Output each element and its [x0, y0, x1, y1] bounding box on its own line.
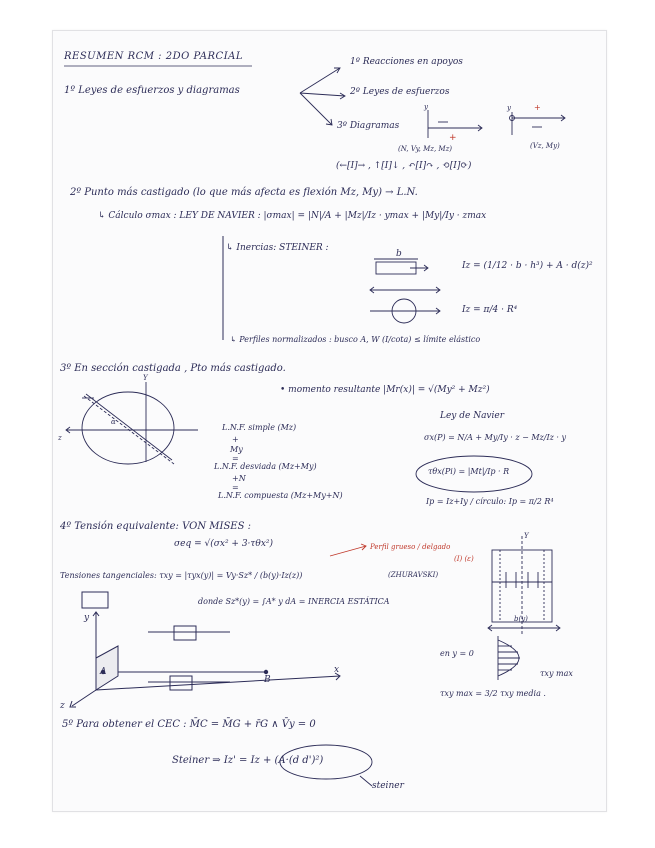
point-a: A	[100, 667, 107, 677]
navier-formula: σx(P) = N/A + My/Iy · z − Mz/Iz · y	[424, 433, 566, 442]
svg-text:+: +	[449, 133, 457, 143]
svg-text:Y: Y	[524, 532, 529, 540]
width-by-label: b(y)	[514, 615, 528, 623]
static-inertia-formula: donde Sz*(y) = ∫A* y dA = INERCIA ESTÁTICA	[198, 597, 390, 606]
polar-inertia: Ip = Iz+Iy / círculo: Ip = π/2 R⁴	[426, 497, 554, 506]
torsion-formula: τθx(Pi) = |Mt|/Ip · R	[428, 467, 510, 476]
axis-y-3d: y	[84, 613, 90, 623]
lnf-eq1: =	[232, 454, 239, 463]
branch-reacciones: 1º Reacciones en apoyos	[350, 57, 463, 67]
resultant-moment: • momento resultante |Mr(x)| = √(My² + Mz²)	[280, 385, 490, 395]
steiner-rect-formula: Iz = (1/12 · b · h³) + A · d(z)²	[462, 261, 593, 271]
von-mises-formula: σeq = √(σx² + 3·τθx²)	[174, 539, 274, 549]
axis-z-3d: z	[60, 701, 65, 711]
point-b: B	[264, 675, 271, 685]
svg-text:y: y	[424, 103, 428, 111]
inertias-steiner: ↳ Inercias: STEINER :	[226, 243, 329, 253]
shear-stress-formula: Tensiones tangenciales: τxy = |τyx(y)| = Vy·Sz* / (b(y)·Iz(z))	[60, 571, 303, 580]
circle-inertia-formula: Iz = π/4 · R⁴	[462, 305, 518, 315]
lnf-compuesta: L.N.F. compuesta (Mz+My+N)	[218, 491, 343, 500]
tau-max-media: τxy max = 3/2 τxy media .	[440, 689, 546, 698]
alpha-angle: α	[111, 418, 116, 426]
sigma-max-line: ↳ Cálculo σmax : LEY DE NAVIER : |σmax| = |N|/A + |Mz|/Iz · ymax + |My|/Iy · zmax	[98, 211, 487, 221]
lnf-plus-n: +N	[232, 474, 246, 483]
rect-width-label: b	[396, 249, 402, 259]
sign-conventions: (←[I]→ , ↑[I]↓ , ↶[I]↷ , ⟲[I]⟳)	[336, 161, 472, 171]
perfil-grueso-delgado: Perfil grueso / delgado	[370, 543, 451, 551]
lnf-my: My	[230, 445, 243, 454]
svg-text:y: y	[507, 104, 511, 112]
navier-title: Ley de Navier	[440, 411, 505, 421]
branch-leyes: 2º Leyes de esfuerzos	[350, 87, 450, 97]
tau-max-label: τxy max	[540, 669, 573, 678]
zhuravski-tag: (ZHURAVSKI)	[388, 571, 439, 579]
lnf-eq2: =	[232, 483, 239, 492]
lnf-desviada: L.N.F. desviada (Mz+My)	[214, 462, 317, 471]
branch-diagramas: 3º Diagramas	[337, 121, 400, 131]
svg-text:z: z	[58, 434, 62, 442]
page-title: RESUMEN RCM : 2DO PARCIAL	[64, 51, 244, 62]
sec1-heading: 1º Leyes de esfuerzos y diagramas	[64, 85, 240, 96]
normalized-profiles: ↳ Perfiles normalizados : busco A, W (I/cota) ≤ límite elástico	[230, 335, 481, 344]
axis-x-3d: x	[334, 665, 340, 675]
axes-label-b: (Vz, My)	[530, 142, 560, 150]
sec2-heading: 2º Punto más castigado (lo que más afecta es flexión Mz, My) → L.N.	[70, 187, 418, 198]
sec5-heading: 5º Para obtener el CEC : M̄C = M̄G + r̄G ∧ V̄y = 0	[62, 719, 316, 730]
svg-text:+: +	[534, 103, 541, 112]
steiner-formula: Steiner ⇒ Iz' = Iz + (A·(d d')²)	[172, 755, 324, 766]
axes-label-a: (N, Vy, Mz, Mz)	[398, 145, 452, 153]
lnf-plus: +	[232, 435, 239, 444]
svg-text:Y: Y	[143, 374, 148, 382]
at-y-zero: en y = 0	[440, 649, 474, 658]
sec3-heading: 3º En sección castigada , Pto más castigado.	[60, 363, 286, 374]
perfil-box: (I) (ε)	[454, 555, 474, 563]
sec4-heading: 4º Tensión equivalente: VON MISES :	[60, 521, 251, 532]
steiner-tag: steiner	[372, 781, 404, 791]
lnf-simple: L.N.F. simple (Mz)	[222, 423, 297, 432]
